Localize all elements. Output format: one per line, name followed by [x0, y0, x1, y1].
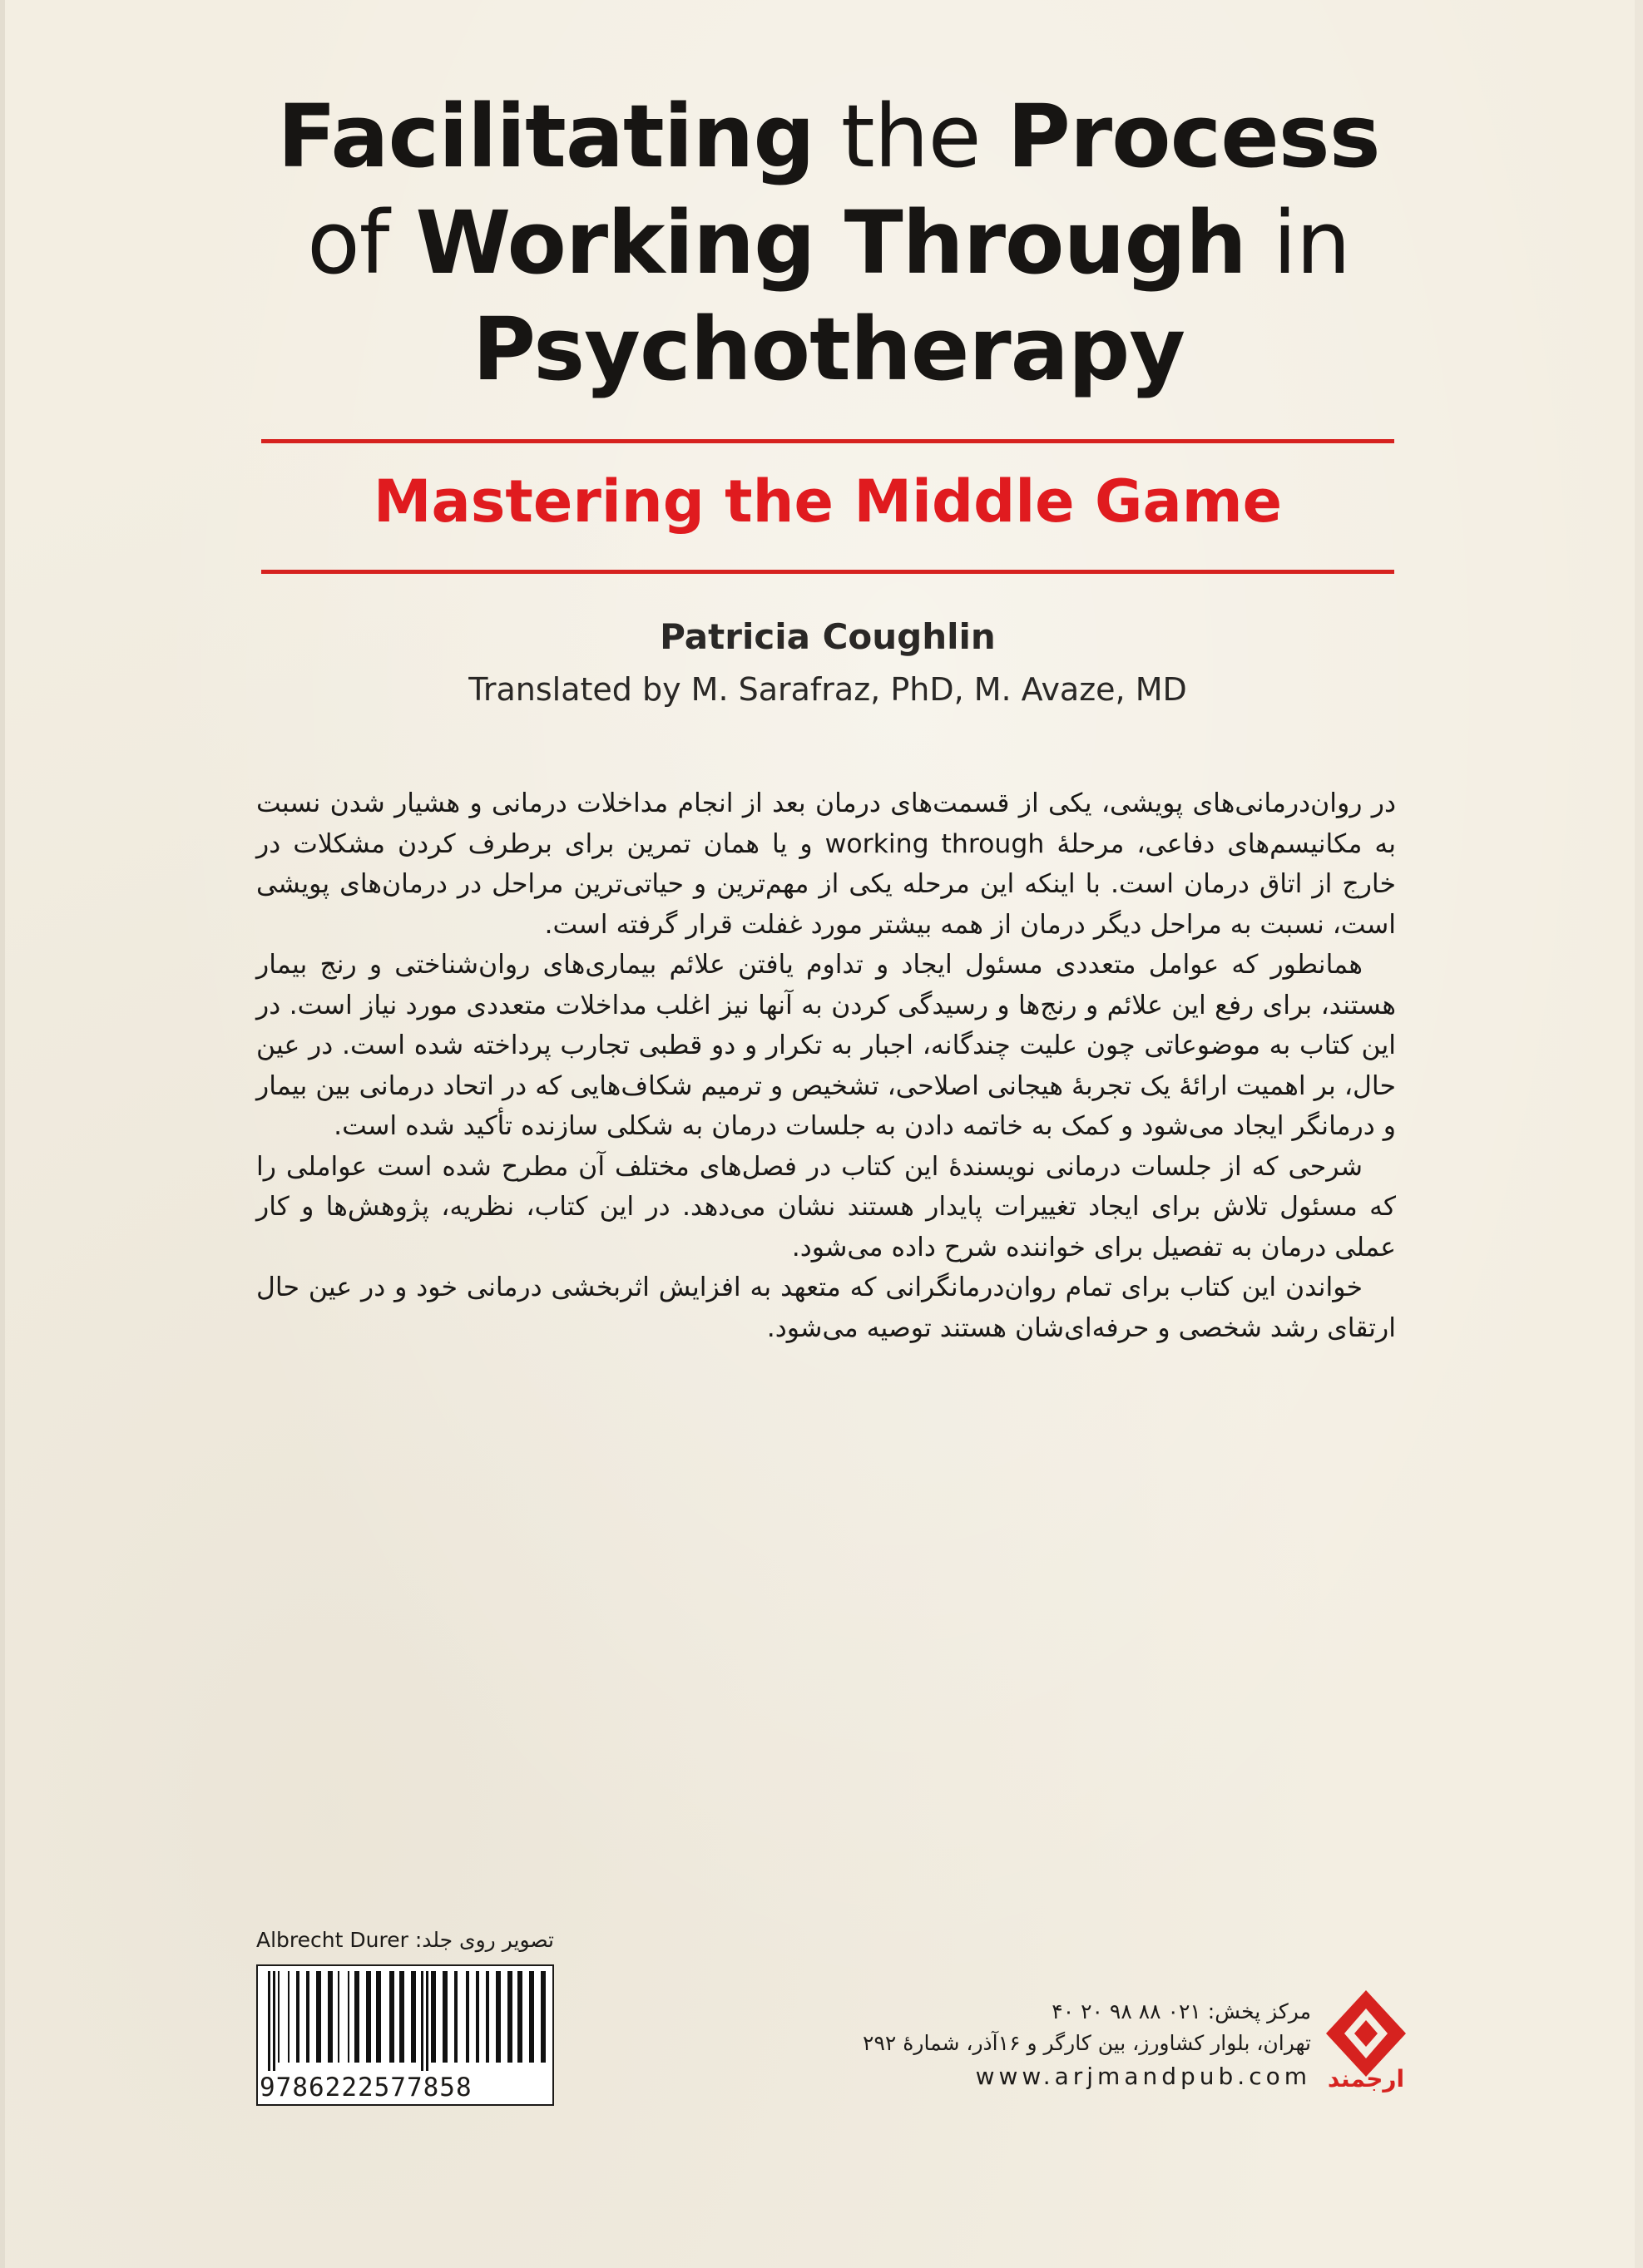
publisher-info — [863, 1996, 1311, 2093]
description-paragraph: همانطور که عوامل متعددی مسئول ایجاد و تداوم یافتن علائم بیماری‌های روان‌شناختی و رنج بیمار هستند، برای رفع این علائم و رنج‌ها و رسیدگی کردن به آنها نیز اغلب مداخلات متعددی مورد نیاز است. در این کتاب به موضوعاتی چون علیت چندگانه، اجبار به تکرار و دو قطبی تجارب پرداخته شده است. در عین حال، بر اهمیت ارائهٔ یک تجربهٔ هیجانی اصلاحی، تشخیص و ترمیم شکاف‌هایی که در اتحاد درمانی بین بیمار و درمانگر ایجاد می‌شود و کمک به خاتمه دادن به جلسات درمان به شکلی سازنده تأکید شده است. — [256, 950, 1396, 1141]
title-line-2 — [246, 190, 1411, 296]
book-title — [246, 83, 1411, 403]
barcode-bar — [354, 1971, 359, 2063]
publisher-website: www.arjmandpub.com — [975, 2063, 1311, 2090]
barcode-bar — [486, 1971, 489, 2063]
barcode-bar — [517, 1971, 522, 2063]
subtitle-top-rule — [261, 439, 1394, 443]
barcode-bar — [296, 1971, 299, 2063]
barcode-bar — [411, 1971, 416, 2063]
isbn-number: 9786222577858 — [260, 2073, 473, 2102]
title-word: Facilitating — [277, 86, 814, 187]
description-paragraph: خواندن این کتاب برای تمام روان‌درمانگرانی که متعهد به افزایش اثربخشی درمانی خود و در عین حال ارتقای رشد شخصی و حرفه‌ای‌شان هستند توصیه می‌شود. — [256, 1272, 1396, 1343]
title-word: Working Through — [415, 192, 1246, 294]
translators-line: Translated by M. Sarafraz, PhD, M. Avaze, MD — [468, 671, 1187, 708]
cover-image-credit — [256, 1926, 568, 1954]
barcode-bar — [268, 1971, 270, 2071]
barcode-bar — [421, 1971, 423, 2071]
barcode-bar — [426, 1971, 428, 2071]
barcode-bar — [348, 1971, 349, 2063]
barcode-bar — [431, 1971, 436, 2063]
barcode-bar — [273, 1971, 275, 2071]
barcode-bar — [541, 1971, 546, 2063]
barcode-bar — [316, 1971, 321, 2063]
barcode-bar — [529, 1971, 534, 2063]
barcode-bar — [443, 1971, 448, 2063]
subtitle-bottom-rule — [261, 570, 1394, 574]
description-paragraph: در روان‌درمانی‌های پویشی، یکی از قسمت‌های درمان بعد از انجام مداخلات درمانی و هشیار شدن نسبت به مکانیسم‌های دفاعی، مرحلهٔ working through و یا همان تمرین برای برطرف کردن مشکلات در خارج از اتاق درمان است. با اینکه این مرحله یکی از مهم‌ترین و حیاتی‌ترین مراحل در درمان‌های پویشی است، نسبت به مراحل دیگر درمان از همه بیشتر مورد غفلت قرار گرفته است. — [256, 788, 1396, 940]
barcode-bar — [338, 1971, 339, 2063]
distribution-phone: مرکز پخش: ۰۲۱ ۸۸ ۹۸ ۲۰ ۴۰ — [1052, 1999, 1311, 2023]
publisher-logo-icon — [1316, 1984, 1416, 2129]
description-paragraph: شرحی که از جلسات درمانی نویسندهٔ این کتاب در فصل‌های مختلف آن مطرح شده است عواملی را که مسئول تلاش برای ایجاد تغییرات پایدار هستند نشان می‌دهد. در این کتاب، نظریه، پژوهش‌ها و کار عملی درمان به تفصیل برای خواننده شرح داده می‌شود. — [256, 1151, 1396, 1262]
credit-label: تصویر روی جلد: — [414, 1928, 554, 1952]
title-line-3 — [246, 296, 1411, 403]
title-word: of — [307, 192, 416, 294]
book-description — [256, 783, 1396, 1348]
title-word: Psychotherapy — [472, 299, 1185, 400]
barcode-bar — [288, 1971, 290, 2063]
publisher-name: ارجمند — [1327, 2065, 1405, 2093]
barcode-bar — [366, 1971, 371, 2063]
credit-artist: Albrecht Durer — [256, 1928, 408, 1952]
barcode-bar — [454, 1971, 458, 2063]
barcode-bar — [328, 1971, 333, 2063]
title-line-1 — [246, 83, 1411, 190]
title-word: in — [1245, 192, 1350, 294]
book-subtitle: Mastering the Middle Game — [373, 467, 1283, 536]
barcode-bar — [496, 1971, 501, 2063]
publisher-address: تهران، بلوار کشاورز، بین کارگر و ۱۶آذر، شمارهٔ ۲۹۲ — [863, 2031, 1311, 2055]
barcode-bar — [399, 1971, 404, 2063]
barcode-bar — [466, 1971, 469, 2063]
barcode-bars — [263, 1971, 549, 2071]
barcode-bar — [278, 1971, 280, 2063]
author-name: Patricia Coughlin — [660, 616, 996, 657]
barcode-bar — [306, 1971, 309, 2063]
barcode-bar — [476, 1971, 479, 2063]
barcode-bar — [507, 1971, 512, 2063]
barcode-bar — [376, 1971, 381, 2063]
title-word: the — [814, 86, 1007, 187]
barcode-bar — [389, 1971, 394, 2063]
title-word: Process — [1007, 86, 1380, 187]
